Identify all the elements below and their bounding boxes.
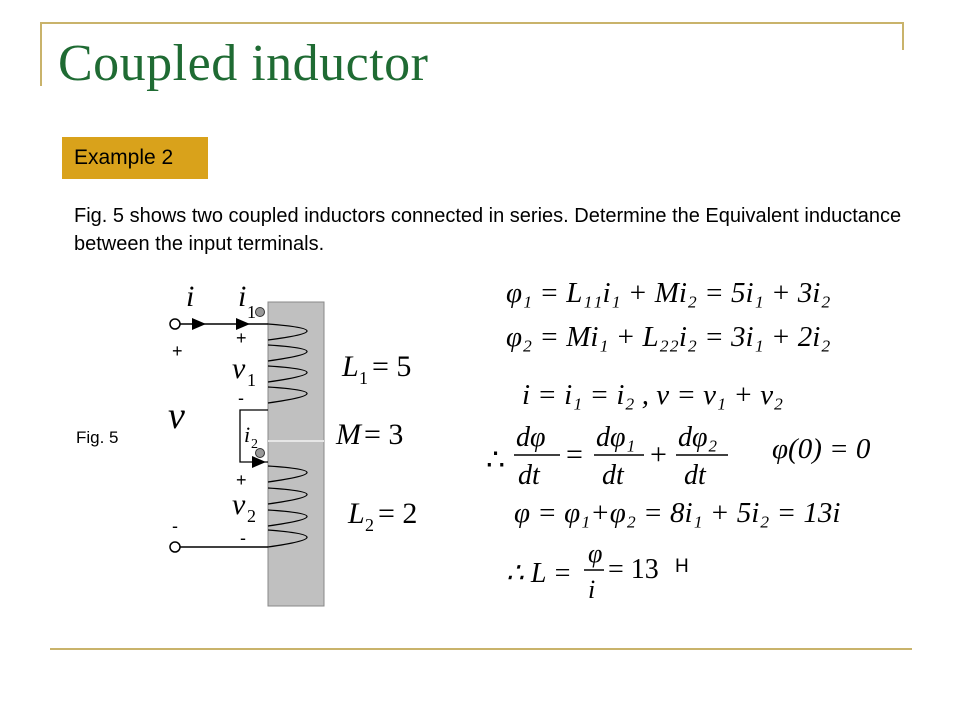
l1-label-sub: 1	[359, 368, 368, 388]
equals-sign-1: =	[566, 438, 583, 471]
voltage-label-v1-sub: 1	[247, 370, 256, 390]
equation-phi-total: φ = φ₁+φ₂ = 8i₁ + 5i₂ = 13i	[514, 497, 841, 529]
dt-denominator-2: dt	[602, 460, 624, 491]
problem-description: Fig. 5 shows two coupled inductors connected in series. Determine the Equivalent inductance between the input terminals.	[74, 205, 902, 255]
m-label: M	[336, 418, 361, 451]
v1-plus-sign: +	[236, 328, 247, 348]
unit-label: H	[675, 556, 689, 577]
dt-denominator-3: dt	[684, 460, 706, 491]
m-value: = 3	[364, 418, 404, 451]
current-label-i: i	[186, 280, 195, 313]
l2-value: = 2	[378, 497, 418, 530]
slide-title: Coupled inductor	[58, 35, 429, 92]
dt-denominator-1: dt	[518, 460, 540, 491]
current-label-i2-sub: 2	[251, 437, 258, 452]
current-arrow-1	[192, 318, 206, 330]
plus-terminal-sign: +	[172, 341, 183, 361]
plus-sign-1: +	[650, 438, 667, 471]
voltage-label-v2-sub: 2	[247, 506, 256, 526]
dphi1-numerator: dφ₁	[596, 422, 636, 453]
l2-label: L	[348, 497, 365, 530]
terminal-bottom	[170, 542, 180, 552]
voltage-label-v1: v	[232, 352, 246, 385]
voltage-label-v: v	[168, 395, 185, 437]
v1-minus-sign: -	[238, 388, 244, 408]
dphi2-numerator: dφ₂	[678, 422, 718, 453]
equation-l-numerator: φ	[588, 539, 603, 568]
equation-series-condition: i = i₁ = i₂ , v = v₁ + v₂	[522, 379, 784, 411]
equation-l-result: = 13	[608, 554, 659, 585]
l2-label-sub: 2	[365, 515, 374, 535]
current-label-i1-sub: 1	[247, 302, 256, 322]
figure-label: Fig. 5	[76, 428, 119, 447]
v2-minus-sign: -	[240, 528, 246, 548]
minus-terminal-sign: -	[172, 516, 178, 536]
l1-label: L	[342, 350, 359, 383]
example-badge: Example 2	[62, 137, 208, 179]
current-label-i2: i	[244, 422, 251, 447]
equation-l-prefix: ∴ L =	[506, 558, 572, 589]
dphi-numerator: dφ	[516, 422, 546, 453]
initial-condition: φ(0) = 0	[772, 433, 871, 465]
current-label-i1: i	[238, 280, 247, 313]
therefore-symbol-1: ∴	[486, 444, 506, 477]
l1-value: = 5	[372, 350, 412, 383]
voltage-label-v2: v	[232, 488, 246, 521]
terminal-top	[170, 319, 180, 329]
equation-phi1: φ₁ = L₁₁i₁ + Mi₂ = 5i₁ + 3i₂	[506, 277, 831, 309]
equation-l-denominator: i	[588, 575, 596, 604]
polarity-dot-1	[256, 308, 265, 317]
v2-plus-sign: +	[236, 470, 247, 490]
equation-phi2: φ₂ = Mi₁ + L₂₂i₂ = 3i₁ + 2i₂	[506, 321, 831, 353]
